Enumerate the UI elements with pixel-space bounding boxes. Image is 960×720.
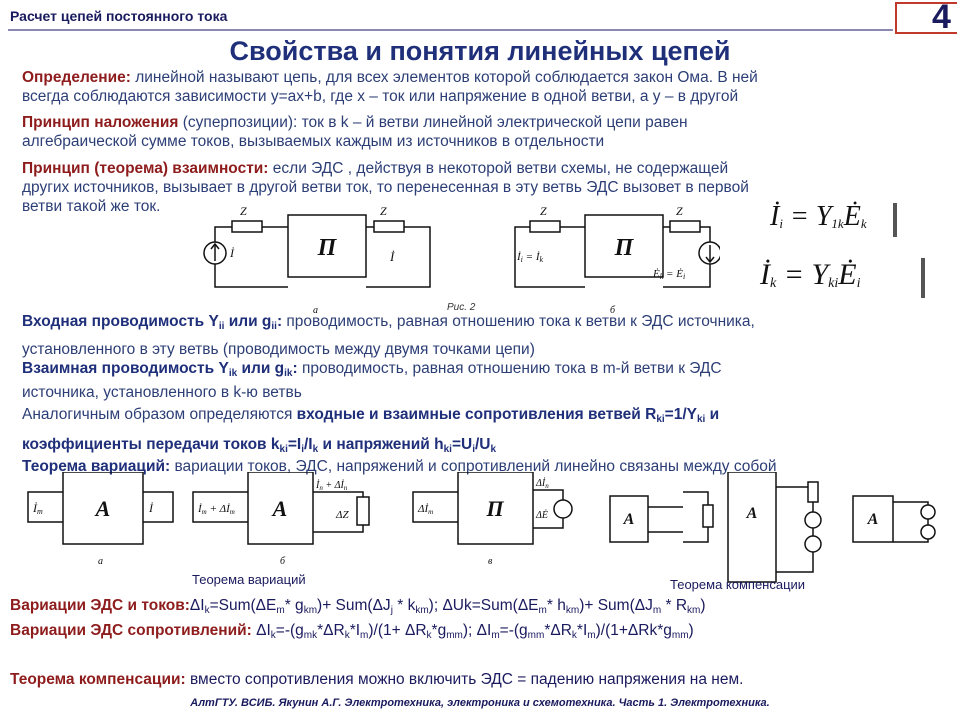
header-title: Расчет цепей постоянного тока	[10, 8, 228, 24]
definition-label: Определение:	[22, 69, 131, 86]
zk-label-a: Z	[380, 204, 387, 218]
label-v3: в	[488, 556, 493, 567]
compensation-label: Теорема компенсации:	[10, 671, 186, 688]
compensation-text: вместо сопротивления можно включить ЭДС = падению напряжения на нем.	[185, 671, 744, 688]
reciprocity-label: Принцип (теорема) взаимности:	[22, 160, 269, 177]
variation-formula-1: Вариации ЭДС и $токов:\Delta I_k=Sum(\Delta E_m*$ $g_{km})+ Sum(\Delta J_j * k_{km})$; $\Delta Uk=Sum(\Delta E_m*$ $h_{km})+ Sum(\Delta J_m * R_{km})$	[10, 597, 706, 616]
reciprocity-line2: других источников, вызывает в другой ветви ток, то перенесенная в эту ветвь ЭДС вызовет в первой	[22, 179, 749, 196]
ik-label-a: İ	[390, 249, 395, 264]
pi-label-3: П	[486, 496, 504, 521]
dz-label: ΔZ	[336, 509, 349, 521]
caption-variation: Теорема вариаций	[192, 572, 306, 587]
resistor-c2	[808, 482, 818, 502]
page-number: 4	[932, 0, 951, 36]
formula-2: $İ_k$ = $Y_{ki}Ė_i$	[760, 258, 861, 291]
input-conductance-label: Входная проводимость $Y_{ii}$ или $g_{ii}$:	[22, 313, 283, 332]
emf-source-c3a	[921, 505, 935, 519]
label-v1: а	[98, 556, 103, 567]
label-b: б	[610, 305, 616, 316]
figure-label: Рис. 2	[447, 302, 476, 313]
mutual-conductance-paragraph	[22, 359, 722, 402]
variation-formula-2: Вариации ЭДС сопротивлений: $\Delta I_k=-(g_{mk}*\Delta R_k*I_m)/(1+ \Delta R_k*g_{mm})$; $\Delta I_m=-(g_{mm}*\Delta R_k*I_m)/(1+\Delta Rk*g_{mm})$	[10, 622, 694, 641]
a-label-c2: A	[746, 505, 758, 522]
definition-line1: линейной называют цепь, для всех элементов которой соблюдается закон Ома. В ней	[130, 69, 758, 86]
formula-1-bar	[893, 203, 897, 237]
caption-compensation: Теорема компенсации	[670, 577, 806, 592]
delta-z-resistor	[357, 497, 369, 525]
header-divider	[8, 29, 893, 31]
formula-2-bar	[921, 258, 925, 298]
superposition-label: Принцип наложения	[22, 114, 179, 131]
delta-e-label: ΔĖ	[536, 510, 548, 521]
input-conductance-line2: установленного в эту ветвь (проводимость между двумя точками цепи)	[22, 341, 535, 358]
delta-im-label: Δİm	[418, 503, 434, 516]
ik-label-1: İ	[149, 501, 153, 515]
emf-source-c3b	[921, 525, 935, 539]
footer: АлтГТУ. ВСИБ. Якунин А.Г. Электротехника, электроника и схемотехника. Часть 1. Электротехника.	[190, 697, 770, 709]
label-a: а	[313, 305, 318, 316]
impedance-zi-a	[232, 221, 262, 232]
mutual-conductance-line1: проводимость, равная отношению тока в m-й ветви к ЭДС	[297, 360, 722, 377]
reciprocity-line1: если ЭДС , действуя в некоторой ветви схемы, не содержащей	[268, 160, 729, 177]
emf-source-c2a	[805, 512, 821, 528]
variation-diagrams	[18, 472, 948, 592]
label-v2: б	[280, 556, 286, 567]
im-label-1: İm	[33, 501, 43, 516]
pi-label-a: П	[317, 235, 337, 261]
im-delta-label: İm + Δİm	[198, 503, 235, 516]
zi-label-a: Z	[240, 204, 247, 218]
ii-label-a: İ	[230, 246, 234, 260]
reciprocity-line3: ветви такой же ток.	[22, 198, 161, 215]
in-delta-label: $İ_n$ + $\Delta İ_n$	[316, 480, 348, 492]
emf-source-c2b	[805, 536, 821, 552]
ii-eq-label-b: İi = İk	[517, 251, 544, 264]
mutual-conductance-label: Взаимная проводимость $Y_{ik}$ или $g_{ik}$:	[22, 360, 298, 379]
input-conductance-paragraph	[22, 312, 755, 359]
zk-label-b: Z	[676, 204, 683, 218]
compensation-paragraph	[10, 671, 743, 689]
mutual-conductance-line2: источника, установленного в k-ю ветвь	[22, 384, 302, 401]
definition-line2: всегда соблюдаются зависимости y=ax+b, где x – ток или напряжение в одной ветви, а y – в другой	[22, 88, 739, 105]
variation-label: Теорема вариаций:	[22, 458, 171, 475]
variation-text: вариации токов, ЭДС, напряжений и сопротивлений линейно связаны между собой	[170, 458, 777, 475]
a-label-c3: A	[867, 511, 879, 528]
impedance-zi-b	[530, 221, 560, 232]
pi-label-b: П	[614, 235, 634, 261]
superposition-paragraph	[22, 113, 688, 151]
a-label-1: A	[95, 496, 111, 521]
analog-paragraph: Аналогичным образом определяются входные и взаимные сопротивления ветвей $R_{ki}=1/Y_{ki}$ и коэффициенты передачи токов $k_{ki}=I_i/I_k$ и напряжений $h_{ki}=U_i/U_k$	[22, 406, 720, 455]
definition-paragraph	[22, 68, 758, 106]
input-conductance-line1: проводимость, равная отношению тока к ветви к ЭДС источника,	[282, 313, 755, 330]
impedance-zk-b	[670, 221, 700, 232]
a-label-2: A	[272, 496, 288, 521]
formula-1: $İ_i$ = $Y_{1k}Ė_k$	[770, 201, 867, 232]
a-label-c1: A	[623, 511, 635, 528]
superposition-line1: (суперпозиции): ток в k – й ветви линейной электрической цепи равен	[178, 114, 688, 131]
delta-e-source	[554, 500, 572, 518]
delta-in-label: $\Delta İ_n$	[536, 478, 549, 490]
ek-eq-label-b: Ėk = Ėi	[653, 268, 686, 281]
slide-title: Свойства и понятия линейных цепей	[229, 36, 731, 66]
zi-label-b: Z	[540, 204, 547, 218]
resistor-c1	[703, 505, 713, 527]
a-block-c2	[728, 472, 776, 582]
impedance-zk-a	[374, 221, 404, 232]
superposition-line2: алгебраической сумме токов, вызываемых каждым из источников в отдельности	[22, 133, 605, 150]
